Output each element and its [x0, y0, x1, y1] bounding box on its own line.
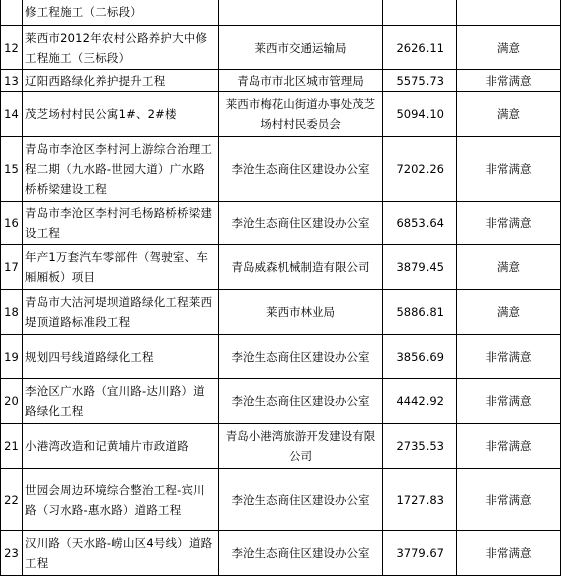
- evaluation: 满意: [457, 290, 561, 335]
- amount: [383, 0, 457, 26]
- amount: 7202.26: [383, 137, 457, 202]
- row-number: 22: [1, 469, 23, 531]
- construction-unit: 李沧生态商住区建设办公室: [219, 137, 383, 202]
- project-name: 规划四号线道路绿化工程: [23, 335, 219, 379]
- table-row: [1, 70, 561, 92]
- project-name: 李沧区广水路（宜川路-达川路）道路绿化工程: [23, 379, 219, 424]
- construction-unit: 李沧生态商住区建设办公室: [219, 469, 383, 531]
- evaluation: 非常满意: [457, 70, 561, 92]
- construction-unit: [219, 0, 383, 26]
- amount: 5575.73: [383, 70, 457, 92]
- project-name: 青岛市李沧区李村河毛杨路桥桥梁建设工程: [23, 202, 219, 245]
- project-name: 青岛市李沧区李村河上游综合治理工程二期（九水路-世园大道）广水路桥桥梁建设工程: [23, 137, 219, 202]
- table-row: [1, 424, 561, 469]
- row-number: 13: [1, 70, 23, 92]
- construction-unit: 莱西市梅花山街道办事处茂芝场村村民委员会: [219, 92, 383, 137]
- amount: 4442.92: [383, 379, 457, 424]
- table-row: [1, 202, 561, 245]
- evaluation: 满意: [457, 245, 561, 290]
- construction-unit: 青岛市市北区城市管理局: [219, 70, 383, 92]
- table-row: [1, 379, 561, 424]
- table-row: [1, 469, 561, 531]
- construction-unit: 李沧生态商住区建设办公室: [219, 335, 383, 379]
- table-row: [1, 0, 561, 26]
- amount: 3856.69: [383, 335, 457, 379]
- row-number: 12: [1, 26, 23, 70]
- amount: 2626.11: [383, 26, 457, 70]
- construction-unit: 莱西市林业局: [219, 290, 383, 335]
- amount: 3779.67: [383, 531, 457, 576]
- evaluation: 非常满意: [457, 424, 561, 469]
- construction-unit: 李沧生态商住区建设办公室: [219, 202, 383, 245]
- row-number: 18: [1, 290, 23, 335]
- project-name: 莱西市2012年农村公路养护大中修工程施工（三标段）: [23, 26, 219, 70]
- row-number: [1, 0, 23, 26]
- evaluation: 非常满意: [457, 202, 561, 245]
- table-row: [1, 531, 561, 576]
- row-number: 16: [1, 202, 23, 245]
- construction-unit: 青岛小港湾旅游开发建设有限公司: [219, 424, 383, 469]
- table-row: [1, 92, 561, 137]
- row-number: 20: [1, 379, 23, 424]
- table-row: [1, 335, 561, 379]
- project-name: 修工程施工（二标段）: [23, 0, 219, 26]
- project-name: 小港湾改造和记黄埔片市政道路: [23, 424, 219, 469]
- amount: 5094.10: [383, 92, 457, 137]
- evaluation: 非常满意: [457, 469, 561, 531]
- amount: 1727.83: [383, 469, 457, 531]
- evaluation: 非常满意: [457, 137, 561, 202]
- evaluation: [457, 0, 561, 26]
- project-name: 世园会周边环境综合整治工程-宾川路（习水路-惠水路）道路工程: [23, 469, 219, 531]
- amount: 2735.53: [383, 424, 457, 469]
- row-number: 21: [1, 424, 23, 469]
- project-name: 青岛市大沽河堤坝道路绿化工程莱西堤顶道路标准段工程: [23, 290, 219, 335]
- construction-unit: 李沧生态商住区建设办公室: [219, 531, 383, 576]
- project-name: 茂芝场村村民公寓1#、2#楼: [23, 92, 219, 137]
- amount: 6853.64: [383, 202, 457, 245]
- amount: 5886.81: [383, 290, 457, 335]
- row-number: 19: [1, 335, 23, 379]
- table-row: [1, 137, 561, 202]
- construction-unit: 青岛威森机械制造有限公司: [219, 245, 383, 290]
- evaluation: 满意: [457, 92, 561, 137]
- row-number: 14: [1, 92, 23, 137]
- row-number: 15: [1, 137, 23, 202]
- project-name: 汉川路（天水路-崂山区4号线）道路工程: [23, 531, 219, 576]
- table-row: [1, 26, 561, 70]
- project-name: 年产1万套汽车零部件（驾驶室、车厢厢板）项目: [23, 245, 219, 290]
- table-row: [1, 290, 561, 335]
- project-name: 辽阳西路绿化养护提升工程: [23, 70, 219, 92]
- amount: 3879.45: [383, 245, 457, 290]
- row-number: 23: [1, 531, 23, 576]
- construction-unit: 李沧生态商住区建设办公室: [219, 379, 383, 424]
- construction-unit: 莱西市交通运输局: [219, 26, 383, 70]
- table-row: [1, 245, 561, 290]
- evaluation: 满意: [457, 26, 561, 70]
- evaluation: 非常满意: [457, 335, 561, 379]
- evaluation: 非常满意: [457, 379, 561, 424]
- evaluation: 非常满意: [457, 531, 561, 576]
- row-number: 17: [1, 245, 23, 290]
